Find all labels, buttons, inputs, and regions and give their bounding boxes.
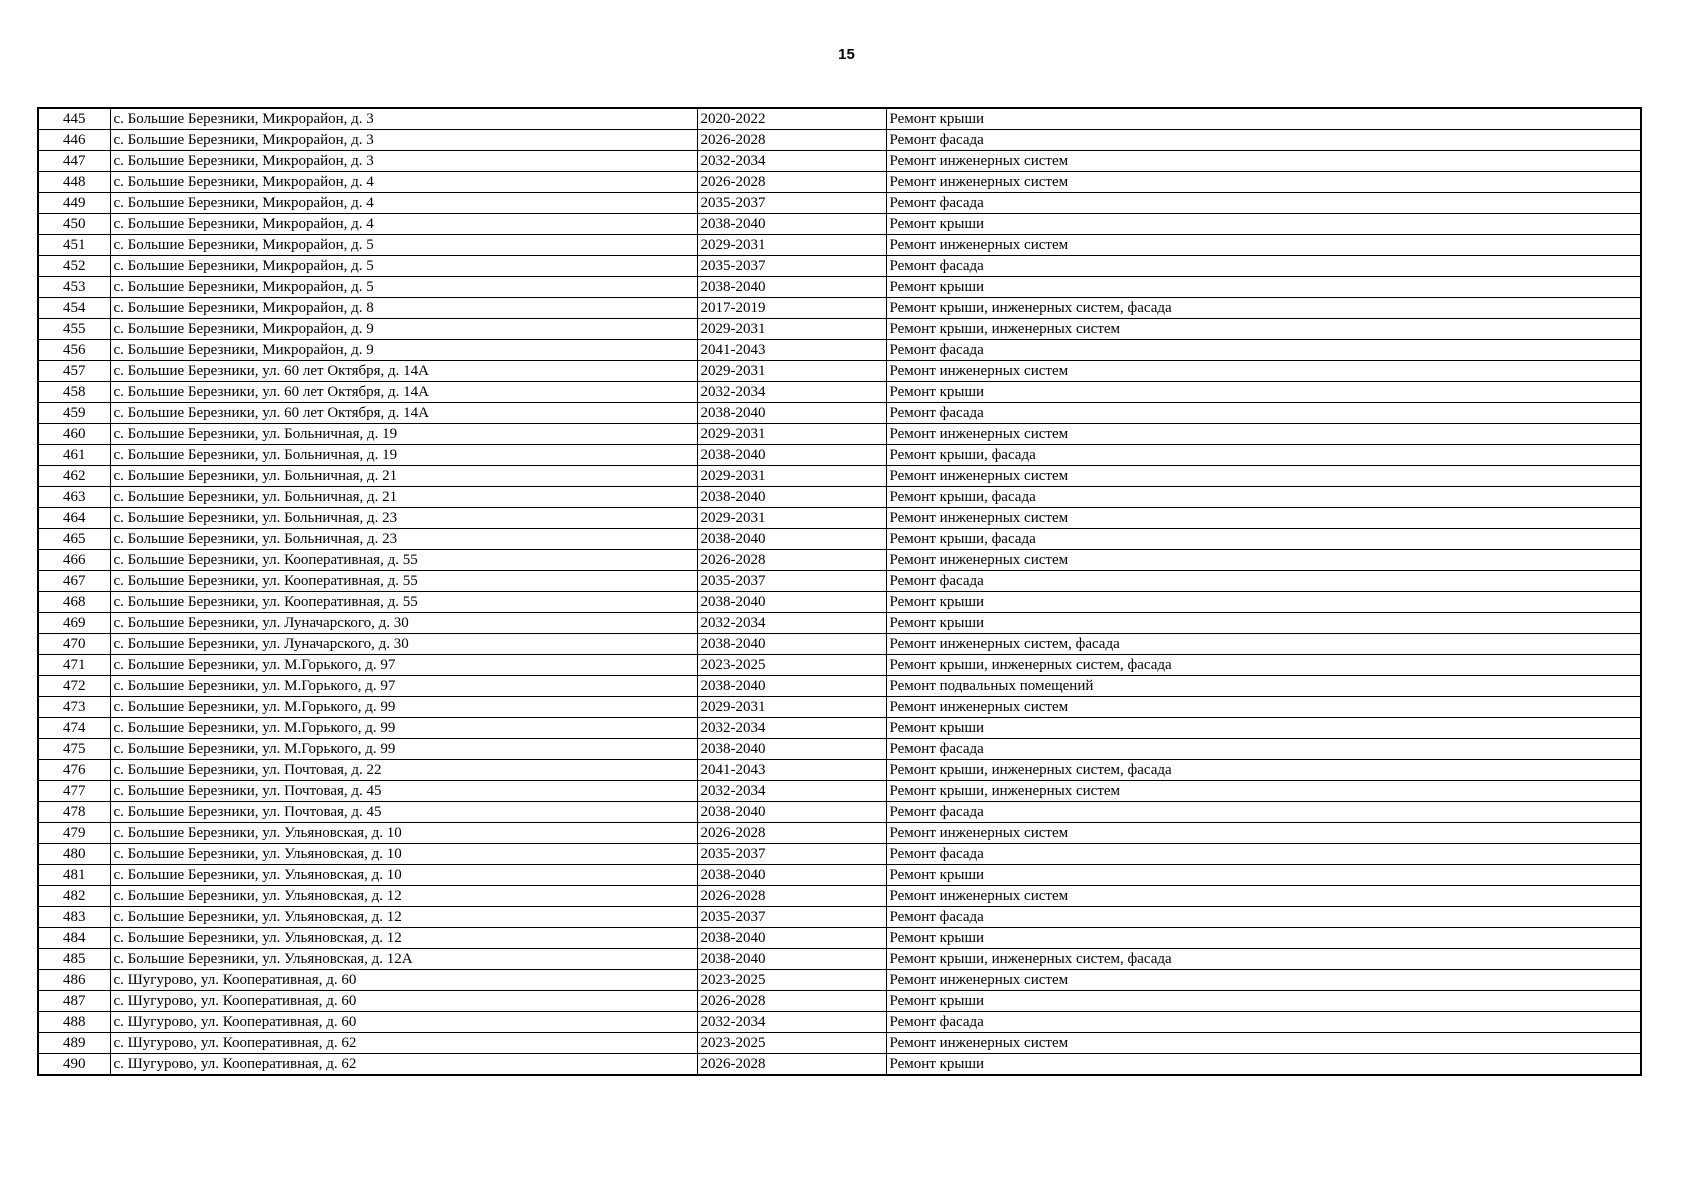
row-number-cell: 474	[38, 718, 110, 739]
work-type-cell: Ремонт крыши, инженерных систем, фасада	[886, 760, 1641, 781]
period-cell: 2029-2031	[697, 508, 886, 529]
table-row	[38, 1054, 1641, 1076]
work-type-cell: Ремонт крыши	[886, 382, 1641, 403]
table-row	[38, 193, 1641, 214]
period-cell: 2035-2037	[697, 571, 886, 592]
period-cell: 2026-2028	[697, 172, 886, 193]
work-type-cell: Ремонт фасада	[886, 256, 1641, 277]
table-row	[38, 277, 1641, 298]
row-number-cell: 477	[38, 781, 110, 802]
work-type-cell: Ремонт крыши, фасада	[886, 529, 1641, 550]
table-row	[38, 487, 1641, 508]
row-number-cell: 490	[38, 1054, 110, 1076]
period-cell: 2023-2025	[697, 970, 886, 991]
work-type-cell: Ремонт крыши, инженерных систем, фасада	[886, 655, 1641, 676]
period-cell: 2038-2040	[697, 739, 886, 760]
work-type-cell: Ремонт крыши	[886, 865, 1641, 886]
period-cell: 2038-2040	[697, 634, 886, 655]
period-cell: 2029-2031	[697, 361, 886, 382]
row-number-cell: 487	[38, 991, 110, 1012]
row-number-cell: 482	[38, 886, 110, 907]
table-row	[38, 634, 1641, 655]
table-row	[38, 781, 1641, 802]
address-cell: с. Большие Березники, ул. М.Горького, д. 99	[110, 718, 697, 739]
address-cell: с. Шугурово, ул. Кооперативная, д. 60	[110, 1012, 697, 1033]
table-row	[38, 613, 1641, 634]
work-type-cell: Ремонт крыши, инженерных систем	[886, 319, 1641, 340]
work-type-cell: Ремонт крыши	[886, 991, 1641, 1012]
work-type-cell: Ремонт крыши	[886, 1054, 1641, 1076]
period-cell: 2038-2040	[697, 487, 886, 508]
period-cell: 2038-2040	[697, 403, 886, 424]
period-cell: 2038-2040	[697, 277, 886, 298]
period-cell: 2026-2028	[697, 823, 886, 844]
work-type-cell: Ремонт фасада	[886, 193, 1641, 214]
table-row	[38, 319, 1641, 340]
period-cell: 2035-2037	[697, 907, 886, 928]
period-cell: 2029-2031	[697, 697, 886, 718]
row-number-cell: 469	[38, 613, 110, 634]
address-cell: с. Большие Березники, Микрорайон, д. 5	[110, 277, 697, 298]
period-cell: 2026-2028	[697, 130, 886, 151]
row-number-cell: 459	[38, 403, 110, 424]
row-number-cell: 485	[38, 949, 110, 970]
table-row	[38, 949, 1641, 970]
row-number-cell: 445	[38, 108, 110, 130]
work-type-cell: Ремонт крыши	[886, 613, 1641, 634]
period-cell: 2041-2043	[697, 760, 886, 781]
address-cell: с. Шугурово, ул. Кооперативная, д. 62	[110, 1054, 697, 1076]
work-type-cell: Ремонт фасада	[886, 130, 1641, 151]
address-cell: с. Большие Березники, ул. Ульяновская, д. 12	[110, 886, 697, 907]
row-number-cell: 484	[38, 928, 110, 949]
work-type-cell: Ремонт крыши	[886, 277, 1641, 298]
period-cell: 2038-2040	[697, 214, 886, 235]
row-number-cell: 483	[38, 907, 110, 928]
address-cell: с. Большие Березники, Микрорайон, д. 5	[110, 235, 697, 256]
table-row	[38, 1033, 1641, 1054]
table-row	[38, 256, 1641, 277]
period-cell: 2032-2034	[697, 151, 886, 172]
page-number: 15	[838, 46, 855, 63]
row-number-cell: 457	[38, 361, 110, 382]
table-row	[38, 130, 1641, 151]
address-cell: с. Большие Березники, ул. М.Горького, д. 97	[110, 676, 697, 697]
table-row	[38, 361, 1641, 382]
address-cell: с. Большие Березники, ул. Ульяновская, д. 12	[110, 907, 697, 928]
row-number-cell: 471	[38, 655, 110, 676]
table-row	[38, 382, 1641, 403]
address-cell: с. Большие Березники, Микрорайон, д. 4	[110, 193, 697, 214]
period-cell: 2041-2043	[697, 340, 886, 361]
work-type-cell: Ремонт инженерных систем	[886, 466, 1641, 487]
table-row	[38, 1012, 1641, 1033]
row-number-cell: 473	[38, 697, 110, 718]
table-row	[38, 739, 1641, 760]
address-cell: с. Большие Березники, ул. Почтовая, д. 45	[110, 802, 697, 823]
table-row	[38, 907, 1641, 928]
row-number-cell: 452	[38, 256, 110, 277]
row-number-cell: 460	[38, 424, 110, 445]
work-type-cell: Ремонт инженерных систем	[886, 886, 1641, 907]
work-type-cell: Ремонт крыши, инженерных систем, фасада	[886, 298, 1641, 319]
period-cell: 2026-2028	[697, 1054, 886, 1076]
table-row	[38, 214, 1641, 235]
address-cell: с. Большие Березники, ул. Ульяновская, д. 10	[110, 844, 697, 865]
address-cell: с. Большие Березники, Микрорайон, д. 8	[110, 298, 697, 319]
work-type-cell: Ремонт фасада	[886, 403, 1641, 424]
address-cell: с. Большие Березники, Микрорайон, д. 3	[110, 130, 697, 151]
row-number-cell: 449	[38, 193, 110, 214]
address-cell: с. Большие Березники, Микрорайон, д. 9	[110, 340, 697, 361]
work-type-cell: Ремонт крыши, фасада	[886, 487, 1641, 508]
row-number-cell: 455	[38, 319, 110, 340]
table-row	[38, 844, 1641, 865]
address-cell: с. Большие Березники, ул. Больничная, д. 23	[110, 529, 697, 550]
address-cell: с. Большие Березники, ул. Кооперативная, д. 55	[110, 571, 697, 592]
period-cell: 2020-2022	[697, 108, 886, 130]
table-row	[38, 445, 1641, 466]
work-type-cell: Ремонт инженерных систем	[886, 697, 1641, 718]
work-type-cell: Ремонт подвальных помещений	[886, 676, 1641, 697]
row-number-cell: 466	[38, 550, 110, 571]
table-row	[38, 108, 1641, 130]
row-number-cell: 461	[38, 445, 110, 466]
work-type-cell: Ремонт инженерных систем	[886, 151, 1641, 172]
table-row	[38, 802, 1641, 823]
period-cell: 2029-2031	[697, 319, 886, 340]
period-cell: 2032-2034	[697, 382, 886, 403]
work-type-cell: Ремонт инженерных систем	[886, 235, 1641, 256]
address-cell: с. Шугурово, ул. Кооперативная, д. 60	[110, 991, 697, 1012]
period-cell: 2038-2040	[697, 802, 886, 823]
row-number-cell: 458	[38, 382, 110, 403]
period-cell: 2026-2028	[697, 886, 886, 907]
table-row	[38, 697, 1641, 718]
period-cell: 2029-2031	[697, 424, 886, 445]
repair-schedule-table	[37, 107, 1642, 1076]
work-type-cell: Ремонт фасада	[886, 571, 1641, 592]
row-number-cell: 462	[38, 466, 110, 487]
work-type-cell: Ремонт инженерных систем	[886, 361, 1641, 382]
period-cell: 2038-2040	[697, 865, 886, 886]
row-number-cell: 481	[38, 865, 110, 886]
address-cell: с. Большие Березники, ул. М.Горького, д. 97	[110, 655, 697, 676]
address-cell: с. Большие Березники, ул. Ульяновская, д. 10	[110, 823, 697, 844]
work-type-cell: Ремонт фасада	[886, 907, 1641, 928]
table-row	[38, 151, 1641, 172]
row-number-cell: 472	[38, 676, 110, 697]
table-row	[38, 466, 1641, 487]
row-number-cell: 451	[38, 235, 110, 256]
row-number-cell: 464	[38, 508, 110, 529]
address-cell: с. Большие Березники, ул. М.Горького, д. 99	[110, 739, 697, 760]
address-cell: с. Большие Березники, ул. Кооперативная, д. 55	[110, 550, 697, 571]
work-type-cell: Ремонт инженерных систем	[886, 550, 1641, 571]
table-body	[38, 108, 1641, 1075]
work-type-cell: Ремонт инженерных систем	[886, 970, 1641, 991]
row-number-cell: 475	[38, 739, 110, 760]
address-cell: с. Большие Березники, ул. Больничная, д. 19	[110, 445, 697, 466]
address-cell: с. Большие Березники, ул. Луначарского, д. 30	[110, 634, 697, 655]
period-cell: 2038-2040	[697, 928, 886, 949]
table-row	[38, 550, 1641, 571]
work-type-cell: Ремонт крыши, инженерных систем, фасада	[886, 949, 1641, 970]
work-type-cell: Ремонт инженерных систем, фасада	[886, 634, 1641, 655]
period-cell: 2032-2034	[697, 1012, 886, 1033]
work-type-cell: Ремонт инженерных систем	[886, 508, 1641, 529]
period-cell: 2038-2040	[697, 529, 886, 550]
period-cell: 2032-2034	[697, 613, 886, 634]
period-cell: 2038-2040	[697, 592, 886, 613]
work-type-cell: Ремонт крыши, инженерных систем	[886, 781, 1641, 802]
address-cell: с. Большие Березники, ул. Больничная, д. 19	[110, 424, 697, 445]
period-cell: 2023-2025	[697, 1033, 886, 1054]
table-row	[38, 529, 1641, 550]
table-row	[38, 970, 1641, 991]
address-cell: с. Большие Березники, ул. 60 лет Октября, д. 14А	[110, 361, 697, 382]
work-type-cell: Ремонт крыши	[886, 718, 1641, 739]
row-number-cell: 447	[38, 151, 110, 172]
table-row	[38, 823, 1641, 844]
address-cell: с. Большие Березники, ул. Ульяновская, д. 12	[110, 928, 697, 949]
address-cell: с. Большие Березники, ул. Больничная, д. 23	[110, 508, 697, 529]
address-cell: с. Большие Березники, ул. Почтовая, д. 22	[110, 760, 697, 781]
table-row	[38, 592, 1641, 613]
address-cell: с. Большие Березники, ул. Ульяновская, д. 12А	[110, 949, 697, 970]
row-number-cell: 454	[38, 298, 110, 319]
address-cell: с. Большие Березники, ул. Луначарского, д. 30	[110, 613, 697, 634]
address-cell: с. Большие Березники, ул. Ульяновская, д. 10	[110, 865, 697, 886]
row-number-cell: 489	[38, 1033, 110, 1054]
address-cell: с. Большие Березники, Микрорайон, д. 4	[110, 172, 697, 193]
period-cell: 2029-2031	[697, 466, 886, 487]
table-row	[38, 340, 1641, 361]
work-type-cell: Ремонт фасада	[886, 844, 1641, 865]
address-cell: с. Большие Березники, ул. Почтовая, д. 45	[110, 781, 697, 802]
period-cell: 2029-2031	[697, 235, 886, 256]
period-cell: 2032-2034	[697, 781, 886, 802]
address-cell: с. Шугурово, ул. Кооперативная, д. 62	[110, 1033, 697, 1054]
work-type-cell: Ремонт крыши	[886, 928, 1641, 949]
table-row	[38, 172, 1641, 193]
period-cell: 2017-2019	[697, 298, 886, 319]
work-type-cell: Ремонт фасада	[886, 739, 1641, 760]
row-number-cell: 446	[38, 130, 110, 151]
address-cell: с. Большие Березники, Микрорайон, д. 9	[110, 319, 697, 340]
table-row	[38, 508, 1641, 529]
table-row	[38, 676, 1641, 697]
address-cell: с. Шугурово, ул. Кооперативная, д. 60	[110, 970, 697, 991]
work-type-cell: Ремонт крыши	[886, 214, 1641, 235]
period-cell: 2035-2037	[697, 256, 886, 277]
row-number-cell: 476	[38, 760, 110, 781]
row-number-cell: 468	[38, 592, 110, 613]
table-row	[38, 298, 1641, 319]
table-row	[38, 424, 1641, 445]
row-number-cell: 470	[38, 634, 110, 655]
period-cell: 2023-2025	[697, 655, 886, 676]
work-type-cell: Ремонт крыши	[886, 592, 1641, 613]
period-cell: 2026-2028	[697, 550, 886, 571]
work-type-cell: Ремонт инженерных систем	[886, 172, 1641, 193]
work-type-cell: Ремонт инженерных систем	[886, 1033, 1641, 1054]
table-row	[38, 865, 1641, 886]
table-row	[38, 235, 1641, 256]
address-cell: с. Большие Березники, ул. Кооперативная, д. 55	[110, 592, 697, 613]
row-number-cell: 488	[38, 1012, 110, 1033]
work-type-cell: Ремонт крыши	[886, 108, 1641, 130]
address-cell: с. Большие Березники, ул. М.Горького, д. 99	[110, 697, 697, 718]
table-row	[38, 991, 1641, 1012]
row-number-cell: 448	[38, 172, 110, 193]
table-row	[38, 403, 1641, 424]
row-number-cell: 465	[38, 529, 110, 550]
period-cell: 2026-2028	[697, 991, 886, 1012]
table-row	[38, 655, 1641, 676]
address-cell: с. Большие Березники, Микрорайон, д. 5	[110, 256, 697, 277]
row-number-cell: 486	[38, 970, 110, 991]
work-type-cell: Ремонт крыши, фасада	[886, 445, 1641, 466]
row-number-cell: 480	[38, 844, 110, 865]
work-type-cell: Ремонт инженерных систем	[886, 424, 1641, 445]
table-row	[38, 571, 1641, 592]
row-number-cell: 450	[38, 214, 110, 235]
period-cell: 2035-2037	[697, 844, 886, 865]
row-number-cell: 463	[38, 487, 110, 508]
table-row	[38, 928, 1641, 949]
row-number-cell: 453	[38, 277, 110, 298]
work-type-cell: Ремонт фасада	[886, 802, 1641, 823]
address-cell: с. Большие Березники, Микрорайон, д. 4	[110, 214, 697, 235]
work-type-cell: Ремонт фасада	[886, 1012, 1641, 1033]
work-type-cell: Ремонт инженерных систем	[886, 823, 1641, 844]
address-cell: с. Большие Березники, ул. Больничная, д. 21	[110, 466, 697, 487]
row-number-cell: 456	[38, 340, 110, 361]
address-cell: с. Большие Березники, ул. 60 лет Октября, д. 14А	[110, 403, 697, 424]
period-cell: 2038-2040	[697, 949, 886, 970]
row-number-cell: 467	[38, 571, 110, 592]
table-row	[38, 760, 1641, 781]
address-cell: с. Большие Березники, Микрорайон, д. 3	[110, 108, 697, 130]
period-cell: 2032-2034	[697, 718, 886, 739]
period-cell: 2038-2040	[697, 676, 886, 697]
period-cell: 2038-2040	[697, 445, 886, 466]
address-cell: с. Большие Березники, ул. Больничная, д. 21	[110, 487, 697, 508]
row-number-cell: 479	[38, 823, 110, 844]
period-cell: 2035-2037	[697, 193, 886, 214]
table-row	[38, 886, 1641, 907]
table-row	[38, 718, 1641, 739]
work-type-cell: Ремонт фасада	[886, 340, 1641, 361]
row-number-cell: 478	[38, 802, 110, 823]
address-cell: с. Большие Березники, Микрорайон, д. 3	[110, 151, 697, 172]
address-cell: с. Большие Березники, ул. 60 лет Октября, д. 14А	[110, 382, 697, 403]
